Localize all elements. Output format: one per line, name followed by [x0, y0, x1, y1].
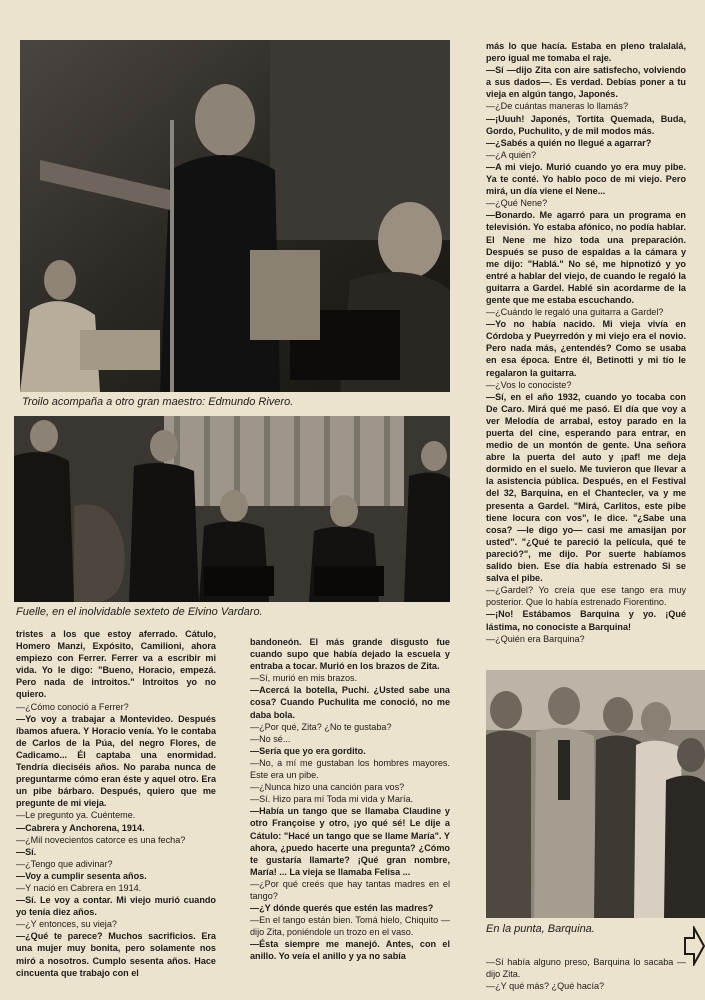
article-column-left — [16, 628, 216, 979]
paragraph: —Acercá la botella, Puchi. ¿Usted sabe una cosa? Cuando Puchulita me conoció, no me daba bola. — [250, 685, 450, 720]
paragraph: —Sí, en el año 1932, cuando yo tocaba con De Caro. Mirá qué me pasó. El día que voy a ver Melodía de arrabal, estoy parado en la puerta del cine, esperando para entrar, en medio de un montón de gente. Una señora abre la puerta del auto y ¡paf! me deja dormido en el suelo. Me tuvieron que llevar a la asistencia pública. Después, en el Festival del 32, Barquina, en el Chantecler, va y me presenta a Gardel. "Mirá, Carlitos, este pibe tiene locura con vos", le dice. "¿Sabe una cosa? —le digo yo— casi me amasijan por usted". "¿Qué te pareció la película, qué te pareció?", me dijo. Por suerte habíamos salido bien. Ese día había estrenado Si se salva el pibe. — [486, 391, 686, 584]
paragraph: —Sí había alguno preso, Barquina lo sacaba —dijo Zita. — [486, 957, 686, 980]
paragraph: —Ésta siempre me manejó. Antes, con el anillo. Yo veía el anillo y ya no sabía — [250, 939, 450, 962]
paragraph: —¿Qué te parece? Muchos sacrificios. Era una mujer muy bonita, pero solamente nos miró a nosotros. Cumplo sesenta años. Hace cincuenta que trabajo con el — [16, 931, 216, 978]
paragraph: —¿Mil novecientos catorce es una fecha? — [16, 834, 186, 845]
photo-troilo-rivero — [20, 40, 450, 392]
paragraph: —¿Qué Nene? — [486, 198, 548, 209]
caption-top: Troilo acompaña a otro gran maestro: Edmundo Rivero. — [22, 396, 294, 408]
paragraph: —¿Nunca hizo una canción para vos? — [250, 782, 405, 793]
paragraph: —Bonardo. Me agarró para un programa en televisión. Yo estaba afónico, no podía hablar. El Nene me hizo toda una preparación. Después se puso de espaldas a la cámara y me dijo: "Hablá." No sé, me hipnotizó y yo entré a hablar del viejo, de cuando le regaló la guitarra a Gardel. Hablé sin acordarme de la gente que me estaba escuchando. — [486, 210, 686, 305]
paragraph: más lo que hacía. Estaba en pleno tralalalá, pero igual me tomaba el raje. — [486, 41, 686, 64]
paragraph: —¿A quién? — [486, 149, 537, 160]
paragraph: —Sería que yo era gordito. — [250, 745, 366, 756]
paragraph: —¡Uuuh! Japonés, Tortita Quemada, Buda, Gordo, Puchulito, y de mil modos más. — [486, 113, 686, 136]
paragraph: —¿Por qué creés que hay tantas madres en el tango? — [250, 878, 450, 901]
paragraph: —Yo no había nacido. Mi vieja vivía en Córdoba y Pueyrredón y mi viejo era el novio. Pero nada más, ¿entendés? Como se usaba en esa época. Entre él, Betinotti y mi tío le regalaron la guitarra. — [486, 319, 686, 378]
paragraph: —¿Por qué, Zita? ¿No te gustaba? — [250, 721, 392, 732]
caption-middle: Fuelle, en el inolvidable sexteto de Elvino Vardaro. — [16, 606, 263, 618]
paragraph: —Cabrera y Anchorena, 1914. — [16, 822, 145, 833]
paragraph: —¿Sabés a quién no llegué a agarrar? — [486, 137, 652, 148]
paragraph: —¡No! Estábamos Barquina y yo. ¡Qué lástima, no conociste a Barquina! — [486, 609, 686, 632]
paragraph: —Voy a cumplir sesenta años. — [16, 870, 147, 881]
article-column-middle — [250, 636, 450, 963]
paragraph: —No sé... — [250, 733, 291, 744]
paragraph: —¿Quién era Barquina? — [486, 633, 585, 644]
paragraph: —Sí. — [16, 846, 37, 857]
caption-right: En la punta, Barquina. — [486, 923, 595, 935]
paragraph: —¿Cómo conoció a Ferrer? — [16, 701, 129, 712]
paragraph: —Yo voy a trabajar a Montevideo. Después íbamos afuera. Y Horacio venía. Yo le contaba de Carlos de la Púa, del negro Flores, de Cadicamo... Él captaba una enormidad. Tendría dieciséis años. No paraba nunca de preguntarme cómo eran éste y aquel otro. Era un pibe bárbaro. Después, quiero que me pregunte de mi vieja. — [16, 713, 216, 809]
photo-sexteto-vardaro — [14, 416, 450, 602]
paragraph: tristes a los que estoy aferrado. Cátulo, Homero Manzi, Expósito, Camilioni, ahora empiezo con Ferrer. Ferrer va a escribir mi vida. Yo le digo: "Bueno, Horacio, empezá. Pero nada de introitos." Introitos yo no quiero. — [16, 629, 216, 700]
paragraph: —¿Vos lo conociste? — [486, 379, 572, 390]
article-column-right — [486, 40, 686, 645]
article-column-bottom-right — [486, 956, 686, 992]
continue-arrow-icon — [684, 926, 705, 966]
paragraph: —Sí, murió en mis brazos. — [250, 673, 358, 684]
paragraph: —¿Y qué más? ¿Qué hacía? — [486, 981, 605, 992]
paragraph: —Le pregunto ya. Cuénteme. — [16, 810, 136, 821]
paragraph: —¿De cuántas maneras lo llamás? — [486, 101, 629, 112]
paragraph: —Sí. Le voy a contar. Mi viejo murió cuando yo tenía diez años. — [16, 895, 216, 918]
paragraph: —¿Tengo que adivinar? — [16, 858, 113, 869]
paragraph: —¿Y dónde querés que estén las madres? — [250, 903, 434, 914]
paragraph: —En el tango están bien. Tomá hielo, Chiquito —dijo Zita, poniéndole un trozo en el vaso. — [250, 915, 450, 938]
paragraph: —Sí. Hizo para mí Toda mi vida y María. — [250, 794, 414, 805]
paragraph: —Y nació en Cabrera en 1914. — [16, 882, 142, 893]
paragraph: —¿Cuándo le regaló una guitarra a Gardel? — [486, 307, 664, 318]
paragraph: —¿Gardel? Yo creía que ese tango era muy posterior. Que lo había estrenado Fiorentino. — [486, 585, 686, 608]
paragraph: —¿Y entonces, su vieja? — [16, 919, 117, 930]
paragraph: —No, a mí me gustaban los hombres mayores. Este era un pibe. — [250, 757, 450, 781]
paragraph: —Había un tango que se llamaba Claudine y otro Françoise y otro, ¡yo qué sé! Le dije a Cátulo: "Hacé un tango que se llame María". Y ahora, ¿puedo hacerte una pregunta? ¿Cómo te gustaría llamarte? ¡Qué gran nombre, María! ... La vieja se llamaba Felisa ... — [250, 806, 450, 877]
paragraph: —Sí —dijo Zita con aire satisfecho, volviendo a sus dados—. Es verdad. Debías poner a tu vieja en algún tango, Japonés. — [486, 65, 686, 100]
paragraph: —A mi viejo. Murió cuando yo era muy pibe. Ya te conté. Yo hablo poco de mi viejo. Pero mirá, un día viene el Nene... — [486, 161, 686, 197]
photo-barquina — [486, 670, 705, 918]
paragraph: bandoneón. El más grande disgusto fue cuando supo que había dejado la escuela y entraba a tocar. Murió en los brazos de Zita. — [250, 637, 450, 672]
